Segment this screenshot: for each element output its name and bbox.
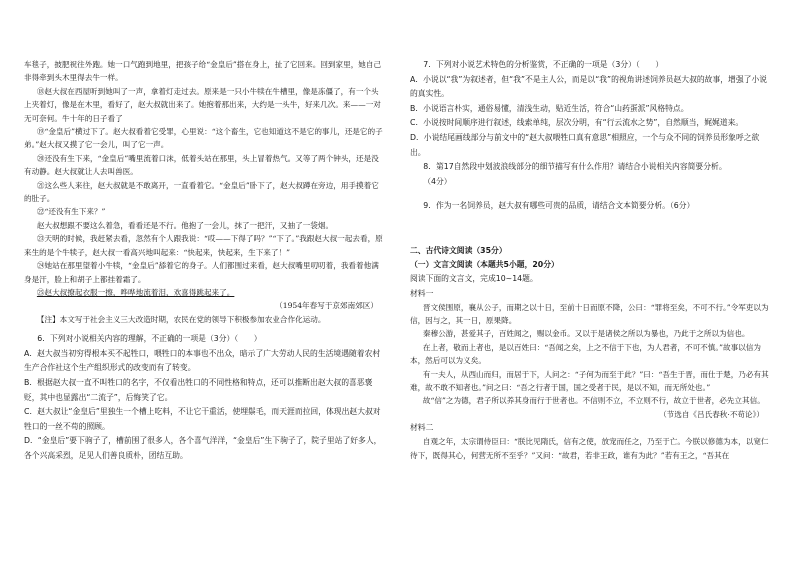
question-6-option-d: D．“金皇后”要下驹子了，槽前围了很多人，各个喜气洋洋，“金皇后”生下驹子了，院子里站了好多人，各个兴高采烈，足见人们善良质朴，团结互助。 [24,436,382,460]
section-title: 二、古代诗文阅读（35分） [410,245,507,255]
story-paragraph: 车毯子，披肥祝往外跑。她一口气跑到地里，把孩子给“金皇后”搭在身上，扯了它回来。回到家里，她自己非得牵到头木里得去牛一样。 [24,60,382,83]
material-1-source: （节选自《吕氏春秋·不苟论》） [659,409,764,419]
right-column [410,58,770,462]
question-7-option-c: C．小说按时间顺序进行叙述，线索单纯，层次分明，有“行云流水之势”，自然顺当，娓娓道来。 [410,118,744,128]
material-1-label: 材料一 [410,288,434,298]
question-7-option-a: A．小说以“我”为叙述者，但“我”不是主人公，而是以“我”的视角讲述饲养员赵大叔的故事，增强了小说的真实性。 [410,74,768,99]
question-7-stem: 7．下列对小说艺术特色的分析鉴赏，不正确的一项是（3分）（ ） [423,60,664,69]
material-1-paragraph: 晋文侯围原，襄从公子，而期之以十日，至前十日而原不降，公曰：“罪将至矣，不可不行。”令军吏以为信，因与之，其一日，原果降。 [410,302,769,325]
story-date: （1954年春写于京郊南郊区） [275,301,378,311]
story-paragraph: 赵大叔想跟不要这么着急，看看还是不行。他抱了一会儿，抹了一把汗，又抽了一袋烟。 [36,220,334,230]
question-8-score: （4分） [423,176,452,186]
story-note: 【注】本文写于社会主义三大改造时期，农民在党的领导下积极参加农业合作化运动。 [36,314,326,324]
story-paragraph: ⑲“金皇后”横过下了。赵大叔看着它受罪，心里说：“这个畜生，它也知道这不是它的事儿，还是它的子弟。”赵大叔又摸了它一会儿，叫了它一声。 [24,127,383,150]
question-7-option-d: D．小说结尾画线部分与前文中的“赵大叔喂牲口真有意思”相照应，一个与众不同的饲养员形象呼之欲出。 [410,132,760,157]
material-1-paragraph: 有一夫人，从西山而归，而居于下，人问之：“子何为而至于此？”曰：“吾生于晋，而仕于楚，乃必有其难，故不敢不知者也。”问之曰：“吾之行者于国，国之受者于民，是以不知，而无所处也。” [410,369,769,392]
question-6-option-a: A．赵大叔当初穷得根本买不起牲口，喂牲口的本事也不出众，暗示了广大劳动人民的生活境遇随着农村生产合作社这个生产组织形式的改变而有了转变。 [24,348,381,373]
section-instruction: 阅读下面的文言文，完成10~14题。 [410,273,538,283]
question-6-option-b: B．根据赵大叔一直不叫牲口的名字，不仅看出牲口的不同性格和特点，还可以推断出赵大叔的喜恶褒贬，其中也显露出“二流子”，后悔笑了它。 [24,377,373,402]
material-1-paragraph: 故“信”之为德，君子所以养其身而行于世者也。不信则不立，不立则不行，故立于世者，必先立其信。 [422,396,765,406]
story-paragraph: ⑱赵大叔在西屋听到她叫了一声，拿着灯走过去。原来是一只小牛犊在牛槽里，像是冻僵了，有一个头上夹着灯，像是在木里，看好了，赵大叔就出来了。她抱着那出来，大约是一头牛，好来几次。来——一对无可奈何。牛十年的日子看了 [24,86,381,123]
question-9: 9．作为一名饲养员，赵大叔有哪些可贵的品质，请结合文本简要分析。（6分） [423,201,695,211]
material-2-label: 材料二 [410,423,434,433]
material-1-paragraph: 在上者，敬而上者也，是以百姓曰：“吾闻之矣，上之不信于下也，为人君者，不可不慎。”故事以信为本，然后可以为义矣。 [410,342,761,366]
story-paragraph-underlined: ㉕赵大叔撩起衣服一擦，哗哗地流着泪，欢喜得跳起来了。 [36,287,235,297]
left-column [24,58,384,463]
story-paragraph: ㉓天明的时候，我赶紧去看，忽然有个人跟我说：“哎——下得了吗？”“下了。”我跟赵大叔一起去看，原来生的是个牛犊子，赵大叔一看高兴地叫起来：“快起来，快起来，生下来了！” [24,234,383,257]
story-paragraph: ㉔她站在那里望着小牛犊，“金皇后”舔着它的身子。人们都围过来看，赵大叔嘴里叨叨着，我看着他满身是汗，脸上和胡子上都挂着霜了。 [24,261,379,284]
story-paragraph: ㉒“还没有生下来？” [36,207,106,217]
question-6-option-c: C．赵大叔让“金皇后”里独生一个槽上吃料，不让它干重活，使埋鬃毛，而天涯而拉回，体现出赵大叔对牲口的一丝不苟的照顾。 [24,407,381,431]
story-paragraph: ㉑这么些人来往，赵大叔就是不敢离开，一直看着它。“金皇后”卧下了，赵大叔蹲在旁边，用手摸着它的肚子。 [24,180,379,204]
section-subtitle: （一）文言文阅读（本题共5小题，20分） [410,259,559,269]
material-1-paragraph: 秦穆公游，甚爱其子，百姓闻之，赐以金币。又以于是诸侯之所以为暴也，乃此于之所以为信也。 [422,329,750,339]
question-6-stem: 6．下列对小说相关内容的理解，不正确的一项是（3分）（ ） [37,334,262,344]
story-paragraph: ⑳还没有生下来，“金皇后”嘴里流着口沫，低着头站在那里，头上冒着热气。又等了两个钟头，还是没有动静。赵大叔就让人去叫兽医。 [24,153,379,177]
material-2-paragraph: 自观之年，太宗谓侍臣曰：“朕比见隋氏，信有之使，放宠而任之，乃至于亡。今朕以修德为本，以宽仁待下，既得其心，何营无所不至乎？”又问：“故君，若非王政，谁有为此？”若有王之，“吾其在 [410,437,769,460]
question-7-option-b: B．小说语言朴实，通俗易懂，清浅生动，贴近生活，符合“山药蛋派”风格特点。 [410,103,689,113]
question-8-stem: 8．第17自然段中划波浪线部分的细节描写有什么作用？请结合小说相关内容简要分析。 [423,162,727,172]
